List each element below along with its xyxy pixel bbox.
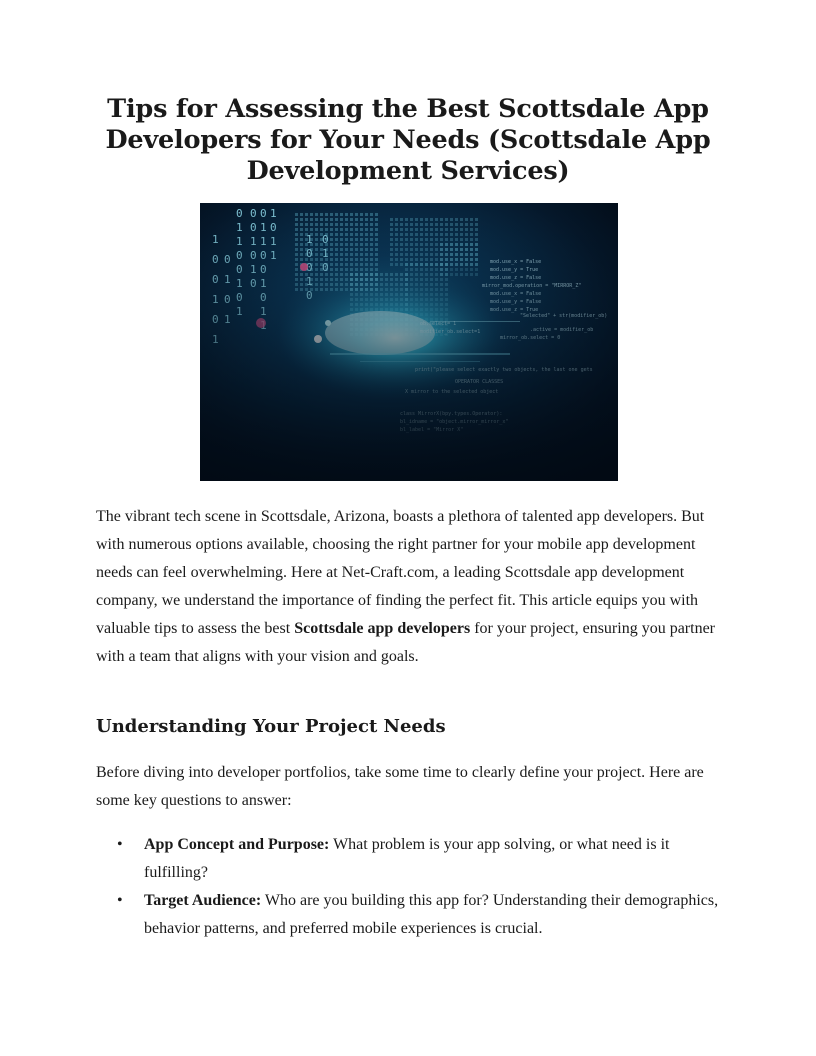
- section-intro-paragraph: Before diving into developer portfolios, take some time to clearly define your project. Here are some key questions to answer:: [96, 764, 704, 809]
- hero-image: [200, 203, 618, 481]
- list-item: [96, 831, 724, 887]
- section-heading: Understanding Your Project Needs: [96, 716, 446, 737]
- intro-paragraph: [96, 503, 726, 671]
- list-item-label: App Concept and Purpose:: [144, 836, 330, 853]
- key-questions-list: [96, 831, 736, 943]
- bullet-icon: •: [117, 892, 123, 909]
- intro-bold-keyword: Scottsdale app developers: [294, 620, 471, 637]
- bullet-icon: •: [117, 836, 123, 853]
- intro-text-after: for your project, ensuring you partner with a team that aligns with your vision and goals.: [96, 620, 715, 665]
- list-item-label: Target Audience:: [144, 892, 262, 909]
- page-title: Tips for Assessing the Best Scottsdale App Developers for Your Needs (Scottsdale App Development Services): [105, 94, 711, 186]
- list-item-text: Who are you building this app for? Understanding their demographics, behavior patterns, and preferred mobile experiences is crucial.: [144, 892, 719, 937]
- intro-text-before: The vibrant tech scene in Scottsdale, Arizona, boasts a plethora of talented app developers. But with numerous options available, choosing the right partner for your mobile app development needs can feel overwhelming. Here at Net-Craft.com, a leading Scottsdale app development company, we understand the importance of finding the perfect fit. This article equips you with valuable tips to assess the best: [96, 508, 705, 637]
- list-item-text: What problem is your app solving, or what need is it fulfilling?: [144, 836, 670, 881]
- list-item: [96, 887, 724, 943]
